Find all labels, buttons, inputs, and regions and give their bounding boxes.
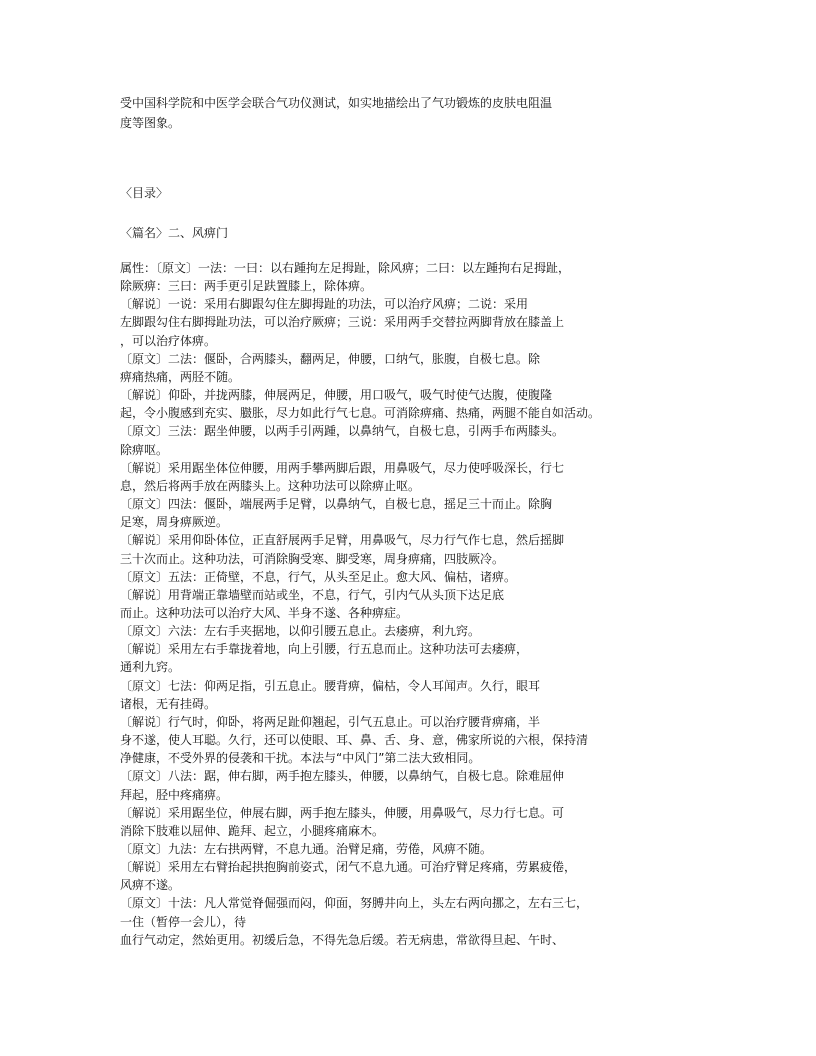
text-line: 〔原文〕八法：踞，伸右脚，两手抱左膝头，伸腰，以鼻纳气，自极七息。除难屈伸 bbox=[120, 769, 565, 784]
text-line: 痹痛热痛，两胫不随。 bbox=[120, 369, 241, 384]
text-line: 拜起，胫中疼痛痹。 bbox=[120, 787, 229, 802]
table-of-contents-label: 〈目录〉 bbox=[120, 186, 169, 200]
text-line: 息，然后将两手放在两膝头上。这种功法可以除痹止呕。 bbox=[120, 478, 421, 493]
text-line: 属性：〔原文〕一法：一曰：以右踵拘左足拇趾，除风痹；二曰：以左踵拘右足拇趾， bbox=[120, 261, 571, 275]
text-line: 〔解说〕行气时，仰卧，将两足趾仰翘起，引气五息止。可以治疗腰背痹痛，半 bbox=[120, 714, 541, 729]
text-line: 一住（暂停一会儿），待 bbox=[120, 914, 247, 929]
text-line: 〔原文〕六法：左右手夹据地，以仰引腰五息止。去痿痹，利九窍。 bbox=[120, 624, 481, 639]
text-line: 血行气动定，然始更用。初缓后急，不得先急后缓。若无病患，常欲得旦起、午时、 bbox=[120, 932, 565, 947]
body-text bbox=[120, 259, 600, 949]
text-line: 〔原文〕五法：正倚壁，不息，行气，从头至足止。愈大风、偏枯，诸痹。 bbox=[120, 569, 517, 584]
text-line: 〔原文〕九法：左右拱两臂，不息九通。治臂足痛，劳倦，风痹不随。 bbox=[120, 842, 493, 856]
text-line: 〔原文〕七法：仰两足指，引五息止。腰背痹，偏枯，令人耳闻声。久行，眼耳 bbox=[120, 678, 541, 693]
text-line: 除厥痹：三曰：两手更引足趺置膝上，除体痹。 bbox=[120, 279, 373, 294]
section-title: 〈篇名〉二、风痹门 bbox=[120, 226, 229, 240]
text-line: 足寒，周身痹厥逆。 bbox=[120, 515, 229, 530]
text-line: 消除下肢难以屈伸、跪拜、起立，小腿疼痛麻木。 bbox=[120, 823, 385, 838]
text-line: 净健康，不受外界的侵袭和干扰。本法与“中风门”第二法大致相同。 bbox=[120, 751, 481, 766]
text-line: 除痹呕。 bbox=[120, 442, 169, 457]
text-line: 〔解说〕采用左右手靠拢着地，向上引腰，行五息而止。这种功法可去痿痹， bbox=[120, 642, 529, 657]
text-line: 〔解说〕一说：采用右脚跟勾住左脚拇趾的功法，可以治疗风痹；二说：采用 bbox=[120, 297, 529, 312]
text-line: ，可以治疗体痹。 bbox=[120, 333, 217, 348]
text-line: 三十次而止。这种功法，可消除胸受寒、脚受寒，周身痹痛，四肢厥冷。 bbox=[120, 551, 505, 566]
text-line: 左脚跟勾住右脚拇趾功法，可以治疗厥痹；三说：采用两手交替拉两脚背放在膝盖上 bbox=[120, 315, 565, 330]
text-line: 〔解说〕采用踞坐位，伸展右脚，两手抱左膝头，伸腰，用鼻吸气，尽力行七息。可 bbox=[120, 805, 565, 820]
text-line: 〔解说〕采用左右臂抬起拱抱胸前姿式，闭气不息九通。可治疗臂足疼痛，劳累疲倦， bbox=[120, 860, 577, 875]
text-line: 〔原文〕四法：偃卧，端展两手足臂，以鼻纳气，自极七息，摇足三十而止。除胸 bbox=[120, 497, 553, 512]
text-line: 度等图象。 bbox=[120, 116, 181, 130]
text-line: 风痹不遂。 bbox=[120, 878, 181, 893]
text-line: 身不遂，使人耳聪。久行，还可以使眼、耳、鼻、舌、身、意，佛家所说的六根，保持清 bbox=[120, 733, 589, 748]
intro-paragraph bbox=[120, 93, 552, 133]
text-line: 〔解说〕用背端正靠墙壁而站或坐，不息，行气，引内气从头顶下达足底 bbox=[120, 587, 505, 602]
text-line: 诸根，无有挂碍。 bbox=[120, 696, 217, 711]
text-line: 而止。这种功法可以治疗大风、半身不遂、各种痹症。 bbox=[120, 605, 409, 620]
text-line: 通利九窍。 bbox=[120, 660, 181, 675]
text-line: 〔原文〕三法：踞坐伸腰，以两手引两踵，以鼻纳气，自极七息，引两手布两膝头。 bbox=[120, 424, 565, 439]
text-line: 〔解说〕采用仰卧体位，正直舒展两手足臂，用鼻吸气，尽力行气作七息，然后摇脚 bbox=[120, 533, 565, 548]
text-line: 起，令小腹感到充实、臌胀，尽力如此行气七息。可消除痹痛、热痛，两腿不能自如活动。 bbox=[120, 406, 601, 421]
text-line: 〔原文〕十法：凡人常觉脊倔强而闷，仰面，努膊井向上，头左右两向挪之，左右三七， bbox=[120, 896, 589, 911]
text-line: 〔解说〕采用踞坐体位伸腰，用两手攀两脚后跟，用鼻吸气，尽力使呼吸深长，行七 bbox=[120, 460, 565, 475]
text-line: 〔解说〕仰卧，并拢两膝，伸展两足，伸腰，用口吸气，吸气时使气达腹，使腹隆 bbox=[120, 388, 553, 403]
text-line: 〔原文〕二法：偃卧，合两膝头，翻两足，伸腰，口纳气，胀腹，自极七息。除 bbox=[120, 351, 541, 366]
text-line: 受中国科学院和中医学会联合气功仪测试，如实地描绘出了气功锻炼的皮肤电阻温 bbox=[120, 96, 553, 110]
